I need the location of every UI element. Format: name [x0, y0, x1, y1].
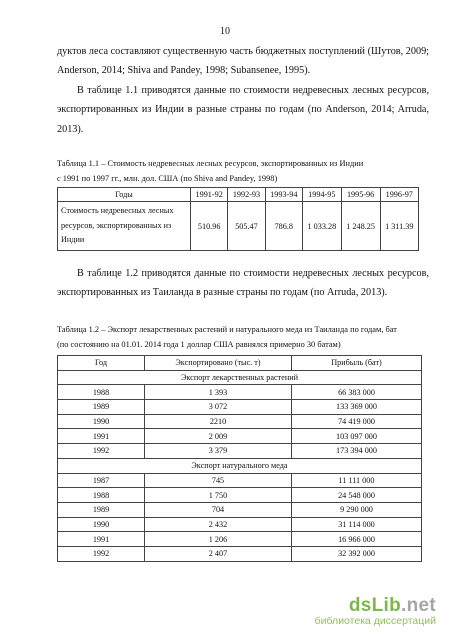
paragraph-3	[57, 264, 429, 303]
table-row	[58, 488, 422, 503]
table1-cell: 510.96	[191, 202, 228, 251]
table2-honey-rows	[58, 473, 422, 561]
table-thailand-export	[57, 355, 422, 562]
paragraph-2	[57, 81, 429, 139]
table-cell: 1988	[58, 488, 145, 503]
table2-group-honey: Экспорт натурального меда	[58, 458, 422, 473]
table-row	[58, 517, 422, 532]
row-label-line: Индии	[61, 235, 85, 245]
table-cell: 1990	[58, 414, 145, 429]
table1-row-label	[58, 202, 191, 251]
table-india-export	[57, 187, 419, 251]
table-cell: 704	[145, 502, 292, 517]
watermark-logo	[315, 595, 436, 627]
paragraph-1: дуктов леса составляют существенную часть бюджетных поступлений (Шутов, 2009; Anderson, 2014; Shiva and Pandey, 1998; Subansenee, 1995).	[57, 46, 429, 77]
table1-header-row	[58, 188, 419, 202]
table-cell: 1987	[58, 473, 145, 488]
table-row	[58, 414, 422, 429]
table-cell: 2 009	[145, 429, 292, 444]
table1-cell: 1 033.28	[302, 202, 341, 251]
table-cell: 3 072	[145, 400, 292, 415]
table-cell: 3 379	[145, 444, 292, 459]
table-cell: 66 383 000	[292, 385, 422, 400]
paragraph-3-text: В таблице 1.2 приводятся данные по стоимости недревесных лесных ресурсов, экспортированных из Таиланда в разные страны по годам (по Arruda, 2013).	[57, 268, 429, 299]
table1-data-row	[58, 202, 419, 251]
table1-cell: 786.8	[265, 202, 302, 251]
table1-caption-line2: с 1991 по 1997 гг., млн. дол. США (по Shiva and Pandey, 1998)	[57, 173, 278, 183]
table2-group-medicinal: Экспорт лекарственных растений	[58, 370, 422, 385]
table-row	[58, 444, 422, 459]
table1-header-years: Годы	[58, 188, 191, 202]
table2-group-row	[58, 458, 422, 473]
table-cell: 1 393	[145, 385, 292, 400]
table-cell: 173 394 000	[292, 444, 422, 459]
table-cell: 103 097 000	[292, 429, 422, 444]
table-cell: 11 111 000	[292, 473, 422, 488]
table1-caption	[57, 157, 437, 186]
table2-header-profit: Прибыль (бат)	[292, 356, 422, 371]
table1-header-col: 1991-92	[191, 188, 228, 202]
table-row	[58, 473, 422, 488]
table-cell: 16 966 000	[292, 532, 422, 547]
table-cell: 1 750	[145, 488, 292, 503]
table2-group-row	[58, 370, 422, 385]
watermark-brand	[315, 595, 436, 617]
table1-cell: 1 248.25	[341, 202, 380, 251]
table-cell: 2210	[145, 414, 292, 429]
table-cell: 32 392 000	[292, 546, 422, 561]
table2-header-year: Год	[58, 356, 145, 371]
table-cell: 1992	[58, 546, 145, 561]
table2-caption	[57, 323, 437, 352]
table-cell: 2 407	[145, 546, 292, 561]
table-row	[58, 532, 422, 547]
table-cell: 1988	[58, 385, 145, 400]
page-number: 10	[220, 26, 230, 37]
table-row	[58, 385, 422, 400]
watermark-subtitle: библиотека диссертаций	[314, 615, 436, 627]
watermark-brand-tld: .net	[401, 595, 436, 616]
table1-cell: 1 311.39	[380, 202, 419, 251]
watermark-brand-main: dsLib	[348, 595, 402, 616]
table-row	[58, 546, 422, 561]
table2-header-row	[58, 356, 422, 371]
table2-caption-line1: Таблица 1.2 – Экспорт лекарственных растений и натурального меда из Таиланда по годам, бат	[57, 325, 397, 334]
table1-header-col: 1994-95	[302, 188, 341, 202]
table1-header-col: 1992-93	[228, 188, 265, 202]
table-cell: 745	[145, 473, 292, 488]
table1-cell: 505.47	[228, 202, 265, 251]
table-cell: 1991	[58, 532, 145, 547]
table-row	[58, 429, 422, 444]
table-cell: 1991	[58, 429, 145, 444]
table1-header-col: 1993-94	[265, 188, 302, 202]
row-label-line: Стоимость недревесных лесных	[61, 205, 174, 215]
table-row	[58, 400, 422, 415]
table1-header-col: 1996-97	[380, 188, 419, 202]
table-cell: 133 369 000	[292, 400, 422, 415]
row-label-line: ресурсов, экспортированных из	[61, 220, 172, 230]
table-row	[58, 502, 422, 517]
table-cell: 9 290 000	[292, 502, 422, 517]
table-cell: 1 206	[145, 532, 292, 547]
table2-caption-line2: (по состоянию на 01.01. 2014 года 1 доллар США равнялся примерно 30 батам)	[57, 339, 341, 349]
table-cell: 1989	[58, 400, 145, 415]
paragraph-2-text: В таблице 1.1 приводятся данные по стоимости недревесных лесных ресурсов, экспортированных из Индии в разные страны по годам (по Anderson, 2014; Arruda, 2013).	[57, 85, 429, 135]
table2-header-exported: Экспортировано (тыс. т)	[145, 356, 292, 371]
table1-caption-line1: Таблица 1.1 – Стоимость недревесных лесных ресурсов, экспортированных из Индии	[57, 159, 364, 168]
table-cell: 2 432	[145, 517, 292, 532]
table-cell: 31 114 000	[292, 517, 422, 532]
table2-medicinal-rows	[58, 385, 422, 458]
table-cell: 1992	[58, 444, 145, 459]
table1-header-col: 1995-96	[341, 188, 380, 202]
table-cell: 1989	[58, 502, 145, 517]
table-cell: 24 548 000	[292, 488, 422, 503]
table-cell: 74 419 000	[292, 414, 422, 429]
table-cell: 1990	[58, 517, 145, 532]
